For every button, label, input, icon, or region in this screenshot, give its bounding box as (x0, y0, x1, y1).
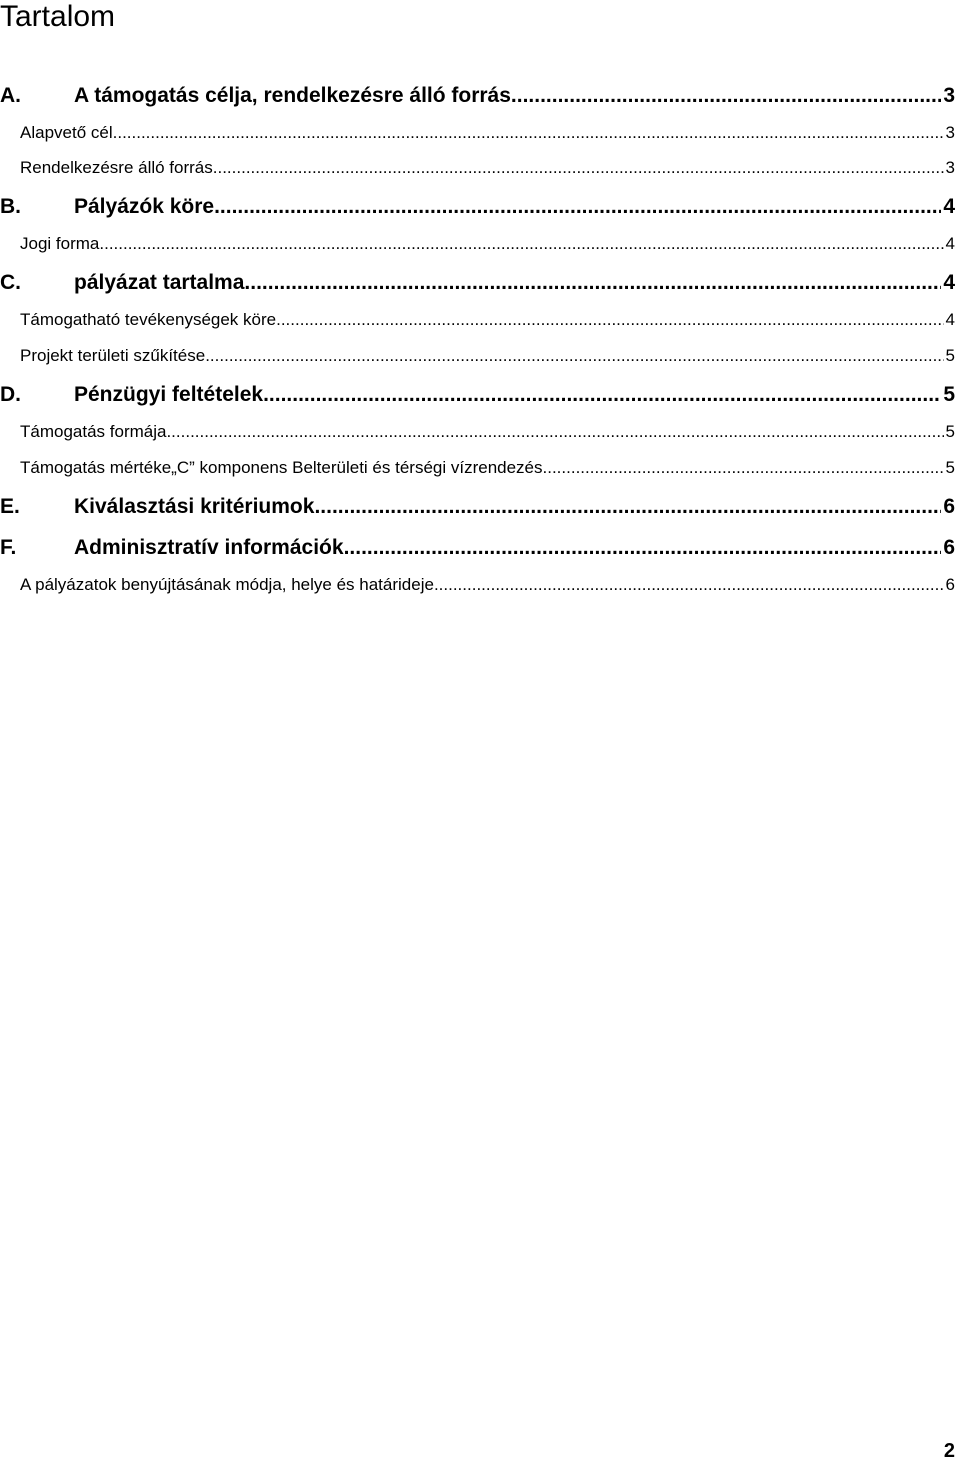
toc-entry-page: 3 (943, 84, 955, 107)
toc-entry-title: Pályázók köre (74, 195, 215, 218)
toc-dot-leader (244, 269, 941, 297)
toc-dot-leader (511, 82, 941, 110)
toc-entry-page: 5 (945, 346, 955, 365)
toc-entry-alapveto-cel[interactable] (0, 121, 955, 145)
toc-entry-palyazatok-benyujtasa[interactable] (0, 573, 955, 597)
toc-entry-title: Projekt területi szűkítése (20, 346, 206, 365)
toc-entry-title: A támogatás célja, rendelkezésre álló forrás (74, 84, 511, 107)
toc-dot-leader (543, 456, 944, 480)
toc-entry-d[interactable] (0, 381, 955, 409)
toc-entry-f[interactable] (0, 534, 955, 562)
toc-entry-page: 4 (945, 234, 955, 253)
toc-entry-letter: F. (0, 536, 17, 559)
toc-entry-letter: E. (0, 495, 20, 518)
toc-entry-b[interactable] (0, 193, 955, 221)
toc-entry-page: 5 (945, 458, 955, 477)
toc-entry-page: 3 (945, 158, 955, 177)
toc-entry-title: Jogi forma (20, 234, 100, 253)
toc-dot-leader (213, 156, 944, 180)
toc-entry-letter: D. (0, 383, 21, 406)
toc-entry-tamogathato-tevekenysegek[interactable] (0, 308, 955, 332)
toc-dot-leader (113, 121, 944, 145)
toc-dot-leader (99, 232, 943, 256)
toc-entry-page: 3 (945, 123, 955, 142)
toc-entry-title: A pályázatok benyújtásának módja, helye és határideje (20, 575, 434, 594)
page-number: 2 (943, 1440, 955, 1462)
toc-entry-title: pályázat tartalma (74, 271, 245, 294)
toc-entry-title: Alapvető cél (20, 123, 113, 142)
toc-dot-leader (276, 308, 943, 332)
toc-entry-title: Pénzügyi feltételek (74, 383, 264, 406)
toc-entry-page: 6 (945, 575, 955, 594)
toc-dot-leader (214, 193, 941, 221)
toc-entry-page: 6 (943, 536, 955, 559)
toc-entry-page: 4 (943, 195, 955, 218)
toc-entry-tamogatas-merteke[interactable] (0, 456, 955, 480)
toc-entry-title: Támogatható tevékenységek köre (20, 310, 277, 329)
toc-entry-rendelkezesre-allo-forras[interactable] (0, 156, 955, 180)
toc-dot-leader (314, 493, 941, 521)
toc-entry-page: 5 (945, 422, 955, 441)
toc-dot-leader (344, 534, 942, 562)
toc-entry-page: 5 (943, 383, 955, 406)
toc-entry-letter: C. (0, 271, 21, 294)
toc-entry-page: 6 (943, 495, 955, 518)
toc-entry-a[interactable] (0, 82, 955, 110)
toc-entry-title: Támogatás formája (20, 422, 167, 441)
toc-entry-letter: B. (0, 195, 21, 218)
toc-dot-leader (205, 344, 943, 368)
toc-entry-page: 4 (943, 271, 955, 294)
toc-entry-title: Rendelkezésre álló forrás (20, 158, 213, 177)
page-title: Tartalom (0, 0, 116, 33)
toc-dot-leader (434, 573, 944, 597)
toc-entry-page: 4 (945, 310, 955, 329)
toc-entry-projekt-teruleti-szukitese[interactable] (0, 344, 955, 368)
toc-entry-e[interactable] (0, 493, 955, 521)
toc-entry-title: Támogatás mértéke„C” komponens Belterületi és térségi vízrendezés (20, 458, 543, 477)
toc-entry-title: Kiválasztási kritériumok (74, 495, 315, 518)
toc-entry-letter: A. (0, 84, 21, 107)
toc-entry-jogi-forma[interactable] (0, 232, 955, 256)
toc-entry-tamogatas-formaja[interactable] (0, 420, 955, 444)
toc-entry-title: Adminisztratív információk (74, 536, 344, 559)
toc-dot-leader (263, 381, 941, 409)
toc-entry-c[interactable] (0, 269, 955, 297)
toc-dot-leader (166, 420, 943, 444)
